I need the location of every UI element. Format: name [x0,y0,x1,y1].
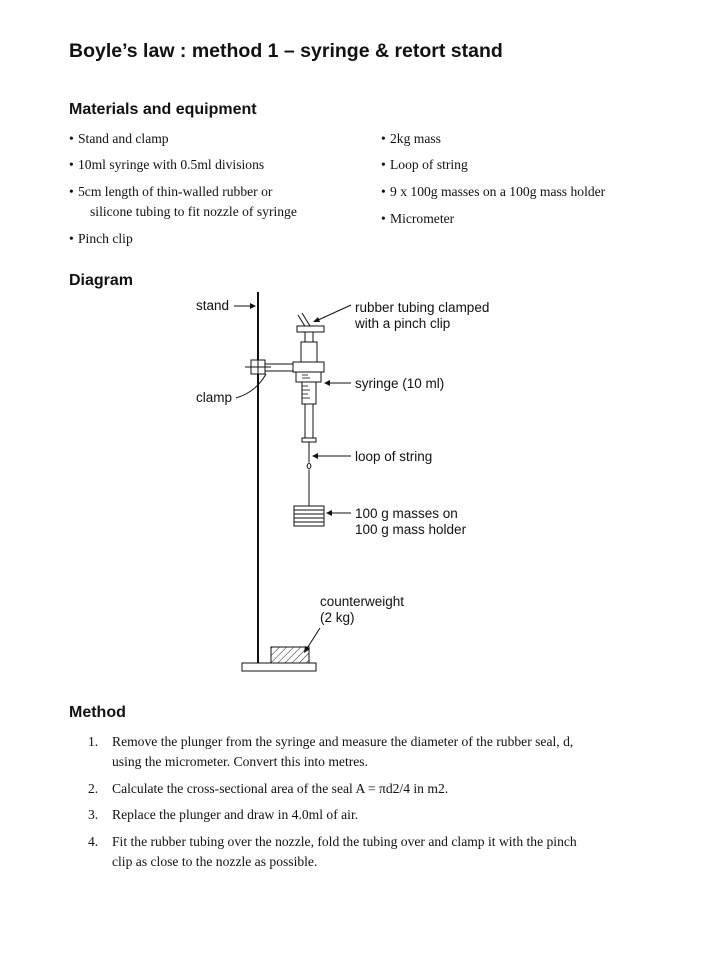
method-step: 4. Fit the rubber tubing over the nozzle, fold the tubing over and clamp it with the pinch clip as close to the nozzle as possible. [88,834,577,869]
rubber-tubing [305,332,313,342]
label-clamp: clamp [196,390,233,405]
list-item: • 10ml syringe with 0.5ml divisions [69,157,265,172]
syringe-barrel [301,342,317,362]
materials-heading: Materials and equipment [69,101,257,118]
method-heading: Method [69,704,126,721]
string-loop [307,452,311,506]
list-item: • Pinch clip [69,231,133,246]
method-step: 1. Remove the plunger from the syringe and measure the diameter of the rubber seal, d, using the micrometer. Convert this into metres. [88,734,574,769]
label-masses-2: 100 g mass holder [355,522,467,537]
stand-base [242,663,316,671]
label-stand: stand [196,298,230,313]
mass-stack [294,506,324,526]
page-title: Boyle’s law : method 1 – syringe & retort stand [69,40,503,62]
list-item: • Loop of string [381,157,468,172]
list-item: • Stand and clamp [69,131,169,146]
method-step: 2. Calculate the cross-sectional area of the seal A = πd2/4 in m2. [88,781,449,796]
label-tubing: rubber tubing clamped [355,300,490,315]
label-masses: 100 g masses on [355,506,458,521]
method-step: 3. Replace the plunger and draw in 4.0ml of air. [88,807,359,822]
list-item: • Micrometer [381,211,455,226]
label-syringe: syringe (10 ml) [355,376,445,391]
label-counterweight-2: (2 kg) [320,610,355,625]
label-tubing-2: with a pinch clip [355,316,451,331]
clamp-jaws [293,362,324,372]
counterweight [271,647,309,663]
syringe-plunger [305,404,313,438]
label-string: loop of string [355,449,433,464]
list-item: • 9 x 100g masses on a 100g mass holder [381,184,606,199]
diagram-heading: Diagram [69,272,134,289]
list-item: • 2kg mass [381,131,441,146]
pinch-clip [297,313,324,332]
list-item: • 5cm length of thin-walled rubber or silicone tubing to fit nozzle of syringe [69,184,297,219]
label-counterweight: counterweight [320,594,405,609]
